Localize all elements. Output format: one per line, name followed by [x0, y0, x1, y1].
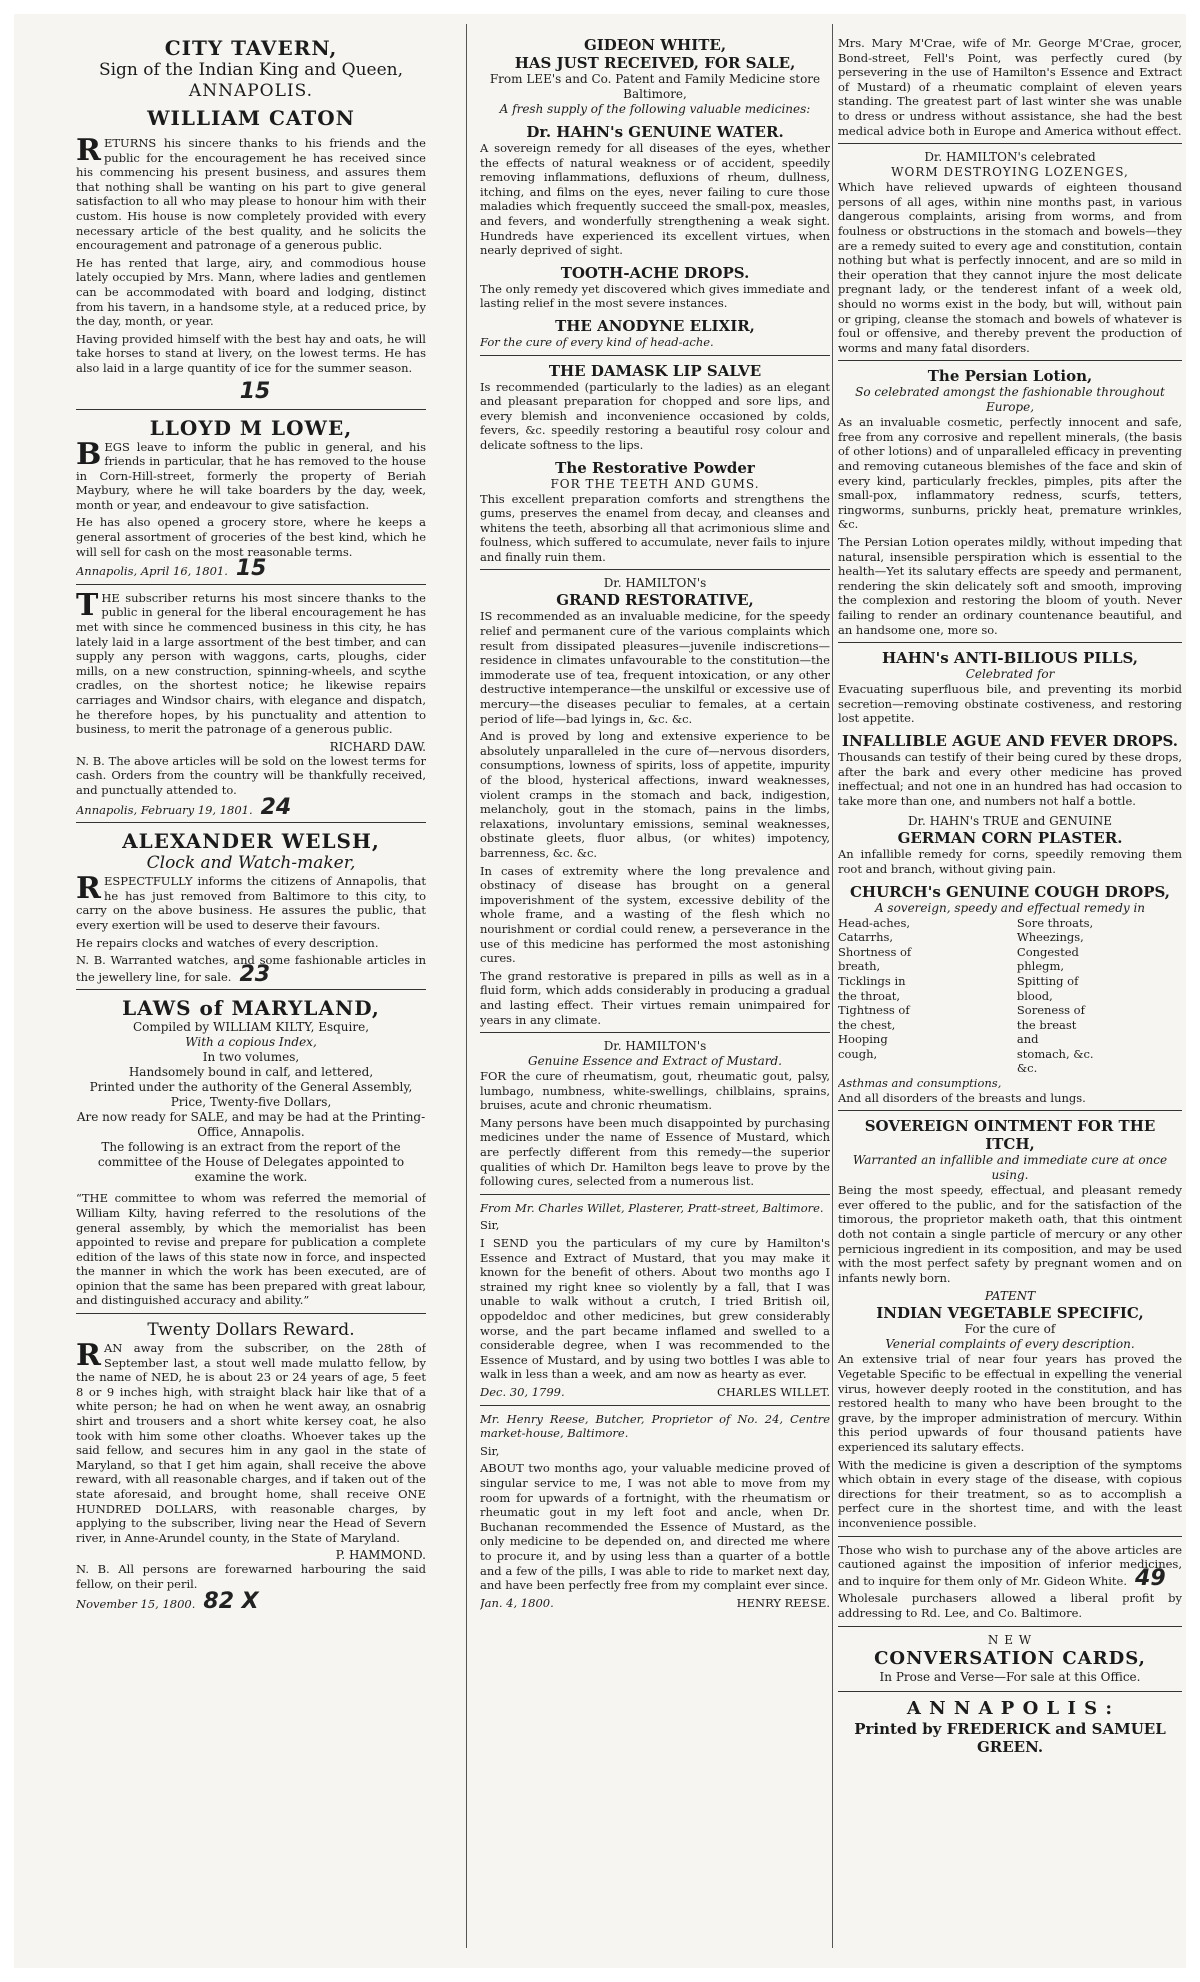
product-text: For the cure of every kind of head-ache. [480, 334, 714, 349]
ad-title: Twenty Dollars Reward. [147, 1320, 355, 1341]
handwritten-mark: 23 [239, 961, 271, 987]
product-text: Asthmas and consumptions, [838, 1076, 1002, 1091]
ad-place: ANNAPOLIS. [188, 81, 314, 101]
divider [76, 409, 426, 410]
product-title: SOVEREIGN OINTMENT FOR THE ITCH, [864, 1117, 1156, 1154]
divider [838, 642, 1182, 643]
imprint [838, 1698, 1182, 1756]
product-title: THE ANODYNE ELIXIR, [555, 316, 755, 335]
divider [838, 1536, 1182, 1537]
product-title: HAHN's ANTI-BILIOUS PILLS, [881, 649, 1139, 668]
testimonial-text: ABOUT two months ago, your valuable medicine proved of singular service to me, I was not able to move from my room for upwards of a fortnight, with the rheumatism or rheumatic gout in my left foot and ancle, when Dr. Buchanan recommended the Essence of Mustard, as the only medicine to be depended on, and directed me where to procure it, and by using less than a quarter of a bottle and a few of the pills, I was able to ride to market next day, and have been perfectly free from my complaint ever since. [480, 1461, 830, 1593]
product-title: TOOTH-ACHE DROPS. [560, 263, 750, 282]
testimonial-heading: From Mr. Charles Willet, Plasterer, Pratt-street, Baltimore. [480, 1200, 824, 1215]
list-item: stomach, &c. &c. [1016, 1046, 1094, 1076]
column-three [838, 36, 1182, 1938]
ad-paragraph: RETURNS his sincere thanks to his friends and the public for the encouragement he has received since his commencing his present business, and assures them that nothing shall be wanting on his part to give general satisfaction to all who may please to honour him with their custom. His house is now completely provided with every necessary article of the best quality, and he solicits the encouragement and patronage of a generous public. [76, 133, 426, 253]
product-subtitle: So celebrated amongst the fashionable throughout Europe, [855, 385, 1165, 415]
product-title: The Restorative Powder [555, 458, 755, 477]
ad-paragraph: RESPECTFULLY informs the citizens of Annapolis, that he has just removed from Baltimore to this city, to carry on the above business. He assures the public, that every exertion will be used to deserve their favours. [76, 871, 426, 932]
divider [480, 569, 830, 570]
testimonial-text: Mrs. Mary M'Crae, wife of Mr. George M'Crae, grocer, Bond-street, Fell's Point, was perfectly cured (by persevering in the use of Hamilton's Essence and Extract of Mustard) of a rheumatic complaint of eleven years standing. The greatest part of last winter she was unable to dress or undress without assistance, she had the best medical advice both in Europe and America without effect. [838, 36, 1182, 138]
product-subtitle: GERMAN CORN PLASTER. [897, 829, 1123, 848]
list-item: Ticklings in the throat, [838, 973, 906, 1003]
divider [480, 1405, 830, 1406]
list-item: Hooping cough, [838, 1032, 888, 1061]
divider [76, 822, 426, 823]
product-subtitle: FOR THE TEETH AND GUMS. [550, 476, 760, 491]
product-title: Dr. HAHN's TRUE and GENUINE [907, 814, 1113, 829]
ad-title: LAWS of MARYLAND, [122, 996, 380, 1021]
advertiser-name: ALEXANDER WELSH, [122, 829, 380, 854]
advertiser-name: WILLIAM CATON [147, 106, 355, 130]
ad-paragraph: RAN away from the subscriber, on the 28th of September last, a stout well made mulatto fellow, by the name of NED, he is about 23 or 24 years of age, 5 feet 8 or 9 inches high, with straight black hair like that of a white person; he had on when he went away, an osnabrig shirt and trousers and a short white kersey coat, he also took with him some other cloaths. Whoever takes up the said fellow, and secures him in any gaol in the state of Maryland, so that I get him again, shall receive the above reward, with all reasonable charges, and if taken out of the state aforesaid, and brought home, shall receive ONE HUNDRED DOLLARS, with reasonable charges, by applying to the subscriber, living near the Head of Severn river, in Anne-Arundel county, in the State of Maryland. [76, 1338, 426, 1545]
ad-line: Handsomely bound in calf, and lettered, [128, 1065, 374, 1080]
product-subtitle: A sovereign, speedy and effectual remedy in [874, 900, 1146, 915]
list-item: Head-aches, [838, 915, 911, 930]
imprint-printer: Printed by FREDERICK and SAMUEL [854, 1719, 1166, 1738]
ad-line: In two volumes, [202, 1050, 300, 1065]
tavern-ad [76, 36, 426, 130]
product-text: Thousands can testify of their being cured by these drops, after the bark and every other medicine has proved ineffectual; and not one in an hundred has had occasion to take more than one, and numbers not half a bottle. [838, 749, 1182, 808]
product-subtitle: INDIAN VEGETABLE SPECIFIC, [876, 1304, 1144, 1323]
ad-line: Are now ready for SALE, and may be had at the Printing-Office, Annapolis. [76, 1110, 426, 1140]
symptom-list-right [1017, 916, 1182, 1077]
handwritten-mark: 49 [1135, 1565, 1166, 1591]
product-text: IS recommended as an invaluable medicine, for the speedy relief and permanent cure of the various complaints which result from dissipated pleasures—juvenile indiscretions—residence in climates unfavourable to the constitution—the immoderate use of tea, frequent intoxication, or any other destructive intemperance—the unskilful or excessive use of mercury—the diseases peculiar to females, at a certain period of life—bad lyings in, &c. &c. [480, 609, 830, 726]
divider [838, 1110, 1182, 1111]
laws-ad [76, 996, 426, 1185]
ad-note: N. B. Warranted watches, and some fashionable articles in the jewellery line, for sale. 23 [76, 953, 426, 987]
list-item: Tightness of the chest, [838, 1003, 910, 1032]
list-item: Catarrhs, [838, 930, 894, 945]
product-text: With the medicine is given a description of the symptoms which obtain in every stage of the disease, with copious directions for their treatment, so as to accomplish a perfect cure in the shortest time, and with the least inconvenience possible. [838, 1457, 1182, 1530]
ad-note: N. B. The above articles will be sold on the lowest terms for cash. Orders from the country will be thankfully received, and punctually attended to. [76, 753, 426, 797]
product-subtitle: Genuine Essence and Extract of Mustard. [527, 1054, 782, 1069]
product-title: Dr. HAMILTON's [603, 1039, 707, 1054]
product-text: An infallible remedy for corns, speedily removing them root and branch, without giving pain. [838, 847, 1182, 876]
product-subtitle: GRAND RESTORATIVE, [556, 591, 754, 610]
product-text: And all disorders of the breasts and lungs. [838, 1090, 1086, 1105]
list-item: Soreness of the breast and [1016, 1003, 1085, 1047]
ad-title: CONVERSATION CARDS, [874, 1647, 1146, 1669]
divider [76, 1313, 426, 1314]
list-item: Congested phlegm, [1016, 944, 1079, 974]
ad-paragraph: Having provided himself with the best hay and oats, he will take horses to stand at livery, on the lowest terms. He has also laid in a large quantity of ice for the summer season. [76, 331, 426, 375]
ad-subtitle: Sign of the Indian King and Queen, [98, 60, 404, 80]
product-title: THE DAMASK LIP SALVE [548, 361, 762, 380]
ad-paragraph: He has rented that large, airy, and commodious house lately occupied by Mrs. Mann, where ladies and gentlemen can be accommodated with board and lodging, distinct from his tavern, in a handsome style, at a reduced price, by the day, month, or year. [76, 255, 426, 329]
column-rule [832, 24, 833, 1948]
divider [480, 1194, 830, 1195]
product-title: Dr. HAHN's GENUINE WATER. [526, 123, 784, 141]
product-subtitle: Warranted an infallible and immediate cure at once using. [852, 1153, 1168, 1183]
divider [76, 584, 426, 585]
ad-line: HAS JUST RECEIVED, FOR SALE, [514, 54, 796, 72]
product-text: In cases of extremity where the long prevalence and obstinacy of disease has brought on a general impoverishment of the system, excessive debility of the whole frame, and a wasting of the flesh which no nourishment or cordial could renew, a perseverance in the use of this medicine has performed the most astonishing cures. [480, 863, 830, 966]
divider [838, 1691, 1182, 1692]
ad-line: N E W [987, 1632, 1033, 1647]
divider [480, 355, 830, 356]
column-one [76, 36, 426, 1938]
ad-paragraph: THE subscriber returns his most sincere thanks to the public in general for the liberal encouragement he has met with since he commenced business in this city, he has lately laid in a large assortment of the best timber, and can supply any person with waggons, carts, ploughs, cider mills, on a new construction, spinning-wheels, and scythe cradles, on the shortest notice; he likewise repairs carriages and Windsor chairs, with elegance and dispatch, he therefore hopes, by his punctuality and attention to business, to merit the patronage of a generous public. [76, 587, 426, 737]
ad-line: Price, Twenty-five Dollars, [170, 1095, 332, 1110]
product-text: This excellent preparation comforts and strengthens the gums, preserves the enamel from decay, and cleanses and whitens the teeth, absorbing all that acrimonious slime and foulness, which suffered to accumulate, never fails to injure and finally ruin them. [480, 491, 830, 564]
product-text: Many persons have been much disappointed by purchasing medicines under the name of Essence of Mustard, which are perfectly different from this remedy—the superior qualities of which Dr. Hamilton begs leave to prove by the following cures, selected from a numerous list. [480, 1115, 830, 1189]
product-text: The Persian Lotion operates mildly, without impeding that natural, insensible perspiration which is essential to the health—Yet its salutary effects are speedy and permanent, rendering the skin delicately soft and smooth, improving the complexion and restoring the bloom of youth. Never failing to render an ordinary countenance beautiful, and an handsome one, more so. [838, 535, 1182, 637]
testimonial-heading: Mr. Henry Reese, Butcher, Proprietor of No. 24, Centre market-house, Baltimore. [480, 1411, 830, 1441]
imprint-place: A N N A P O L I S : [906, 1697, 1114, 1719]
ad-date: November 15, 1800. 82 X [76, 1588, 259, 1614]
list-item: Spitting of blood, [1016, 973, 1079, 1003]
product-text: Which have relieved upwards of eighteen thousand persons of all ages, within nine months past, in various dangerous complaints, arising from worms, and from foulness or obstructions in the stomach and bowels—they are a remedy suited to every age and constitution, contain nothing but what is perfectly innocent, and are so mild in their operation that they cannot injure the most delicate pregnant lady, or the tenderest infant of a week old, should no worms exist in the body, but will, without pain or griping, cleanse the stomach and bowels of whatever is foul or offensive, and thereby prevent the production of worms and many fatal disorders. [838, 180, 1182, 355]
ad-line: Compiled by WILLIAM KILTY, Esquire, [132, 1020, 370, 1035]
imprint-printer: GREEN. [976, 1737, 1044, 1756]
ad-quote: “THE committee to whom was referred the memorial of William Kilty, having referred to the resolutions of the general assembly, by which the memorialist has been appointed to revise and prepare for publication a complete edition of the laws of this state now in force, and inspected the manner in which the work has been executed, are of opinion that the same has been prepared with great labour, and distinguished accuracy and ability.” [76, 1191, 426, 1308]
product-line: Venerial complaints of every description. [885, 1337, 1135, 1352]
cards-ad [838, 1633, 1182, 1685]
product-text: As an invaluable cosmetic, perfectly innocent and safe, free from any corrosive and repellent minerals, (the basis of other lotions) and of unparalleled efficacy in preventing and removing cutaneous blemishes of the face and skin of every kind, particularly freckles, pimples, pits after the small-pox, inflammatory redness, scurfs, tetters, ringworms, sunburns, prickly heat, premature wrinkles, &c. [838, 415, 1182, 532]
product-title: PATENT [984, 1289, 1036, 1304]
symptom-list [838, 916, 1182, 1077]
product-title: The Persian Lotion, [927, 367, 1093, 386]
product-text: And is proved by long and extensive experience to be absolutely unparalleled in the cure of—nervous disorders, consumptions, lowness of spirits, loss of appetite, impurity of the blood, hysterical affections, inward weaknesses, violent cramps in the stomach and back, indigestion, melancholy, gout in the stomach, pains in the limbs, relaxations, involuntary emissions, seminal weaknesses, obstinate gleets, fluor albus, (or whites) impotency, barrenness, &c. &c. [480, 729, 830, 860]
product-title: INFALLIBLE AGUE AND FEVER DROPS. [841, 731, 1179, 750]
testimonial-signoff: Jan. 4, 1800. HENRY REESE. [480, 1595, 830, 1610]
ad-subtitle: Clock and Watch-maker, [146, 853, 356, 874]
product-text: A sovereign remedy for all diseases of the eyes, whether the effects of natural weakness or of accident, speedily removing inflammations, defluxions of rheum, dullness, itching, and films on the eyes, never failing to cure those maladies which frequently succeed the small-pox, measles, and fevers, and wonderfully strengthening a weak sight. Hundreds have experienced its excellent virtues, when nearly deprived of sight. [480, 141, 830, 258]
list-item: Sore throats, [1016, 915, 1094, 930]
ad-date: Annapolis, April 16, 1801. 15 [76, 556, 267, 582]
ad-date: Annapolis, February 19, 1801. 24 [76, 794, 292, 820]
product-line: For the cure of [964, 1322, 1056, 1337]
product-subtitle: Celebrated for [965, 667, 1055, 682]
ad-signature: RICHARD DAW. [329, 739, 426, 754]
divider [480, 1032, 830, 1033]
product-text: An extensive trial of near four years has proved the Vegetable Specific to be effectual in expelling the venerial virus, however deeply rooted in the constitution, and has restored health to many who have been brought to the grave, by the improper administration of mercury. Within this period upwards of four thousand patients have experienced its salutary effects. [838, 1352, 1182, 1454]
ad-line: Printed under the authority of the General Assembly, [89, 1080, 413, 1095]
handwritten-mark: 15 [239, 378, 271, 404]
caution-notice: Those who wish to purchase any of the above articles are cautioned against the imposition of inferior medicines, and to inquire for them only of Mr. Gideon White. 49 [838, 1542, 1182, 1591]
product-text: Evacuating superfluous bile, and preventing its morbid secretion—removing obstinate costiveness, and restoring lost appetite. [838, 682, 1182, 726]
ad-paragraph: He repairs clocks and watches of every description. [76, 935, 379, 950]
handwritten-mark: 24 [260, 794, 292, 820]
ad-line: From LEE's and Co. Patent and Family Medicine store Baltimore, [489, 72, 821, 101]
product-subtitle: WORM DESTROYING LOZENGES, [891, 165, 1129, 180]
column-rule [466, 24, 467, 1948]
list-item: Wheezings, [1016, 930, 1084, 945]
divider [838, 1626, 1182, 1627]
product-title: Dr. HAMILTON's [603, 576, 707, 591]
divider [76, 989, 426, 990]
gideon-white-ad [480, 36, 830, 117]
ad-line: The following is an extract from the report of the committee of the House of Delegates appointed to examine the work. [97, 1140, 405, 1185]
advertiser-name: LLOYD M LOWE, [149, 415, 353, 440]
ad-paragraph: He has also opened a grocery store, where he keeps a general assortment of groceries of the best kind, which he will sell for cash on the most reasonable terms. [76, 515, 426, 559]
ad-paragraph: BEGS leave to inform the public in general, and his friends in particular, that he has removed to the house in Corn-Hill-street, formerly the property of Beriah Maybury, where he will take boarders by the day, week, month or year, and endeavour to give satisfaction. [76, 436, 426, 512]
divider [838, 143, 1182, 144]
testimonial-text: I SEND you the particulars of my cure by Hamilton's Essence and Extract of Mustard, that you may make it known for the benefit of others. About two months ago I strained my right knee so violently by a fall, that I was unable to walk without a crutch, I tried British oil, oppodeldoc and other medicines, but grew considerably worse, and the part became inflamed and swelled to a considerable degree, when I was recommended to the Essence of Mustard, and by using two bottles I was able to walk in less than a week, and am now as hearty as ever. [480, 1236, 830, 1382]
symptom-list-left [838, 916, 1003, 1077]
newspaper-page [14, 14, 1186, 1968]
testimonial-salutation: Sir, [480, 1218, 500, 1233]
ad-title: CITY TAVERN, [164, 36, 338, 60]
product-text: The grand restorative is prepared in pills as well as in a fluid form, which adds considerably in producing a gradual and lasting effect. Their virtues remain unimpaired for years in any climate. [480, 968, 830, 1027]
testimonial-signoff: Dec. 30, 1799. CHARLES WILLET. [480, 1384, 830, 1399]
column-two [480, 36, 830, 1938]
ad-line: In Prose and Verse—For sale at this Office. [879, 1669, 1141, 1684]
ad-title: GIDEON WHITE, [583, 36, 727, 54]
ad-signature: P. HAMMOND. [335, 1548, 426, 1563]
ad-note: N. B. All persons are forewarned harbouring the said fellow, on their peril. [76, 1562, 426, 1591]
product-title: Dr. HAMILTON's celebrated [924, 150, 1096, 165]
list-item: Shortness of breath, [838, 944, 912, 974]
handwritten-mark: 82 X [203, 1588, 259, 1614]
product-text: FOR the cure of rheumatism, gout, rheumatic gout, palsy, lumbago, numbness, white-swellings, chilblains, sprains, bruises, acute and chronic rheumatism. [480, 1069, 830, 1113]
ad-line: A fresh supply of the following valuable medicines: [499, 102, 811, 116]
product-title: CHURCH's GENUINE COUGH DROPS, [849, 882, 1171, 901]
product-text: Is recommended (particularly to the ladies) as an elegant and pleasant preparation for chopped and sore lips, and every blemish and inconvenience occasioned by colds, fevers, &c. speedily restoring a beautiful rosy colour and delicate softness to the lips. [480, 379, 830, 452]
handwritten-mark: 15 [235, 556, 267, 582]
wholesale-notice: Wholesale purchasers allowed a liberal profit by addressing to Rd. Lee, and Co. Baltimore. [838, 1591, 1182, 1620]
product-text: The only remedy yet discovered which gives immediate and lasting relief in the most severe instances. [480, 281, 830, 311]
product-text: Being the most speedy, effectual, and pleasant remedy ever offered to the public, and for the satisfaction of the timorous, the proprietor maketh oath, that this ointment doth not contain a single particle of mercury or any other pernicious ingredient in its composition, and may be used with the most perfect safety by pregnant women and on infants newly born. [838, 1183, 1182, 1285]
divider [838, 360, 1182, 361]
ad-line: With a copious Index, [185, 1035, 317, 1050]
testimonial-salutation: Sir, [480, 1443, 500, 1458]
